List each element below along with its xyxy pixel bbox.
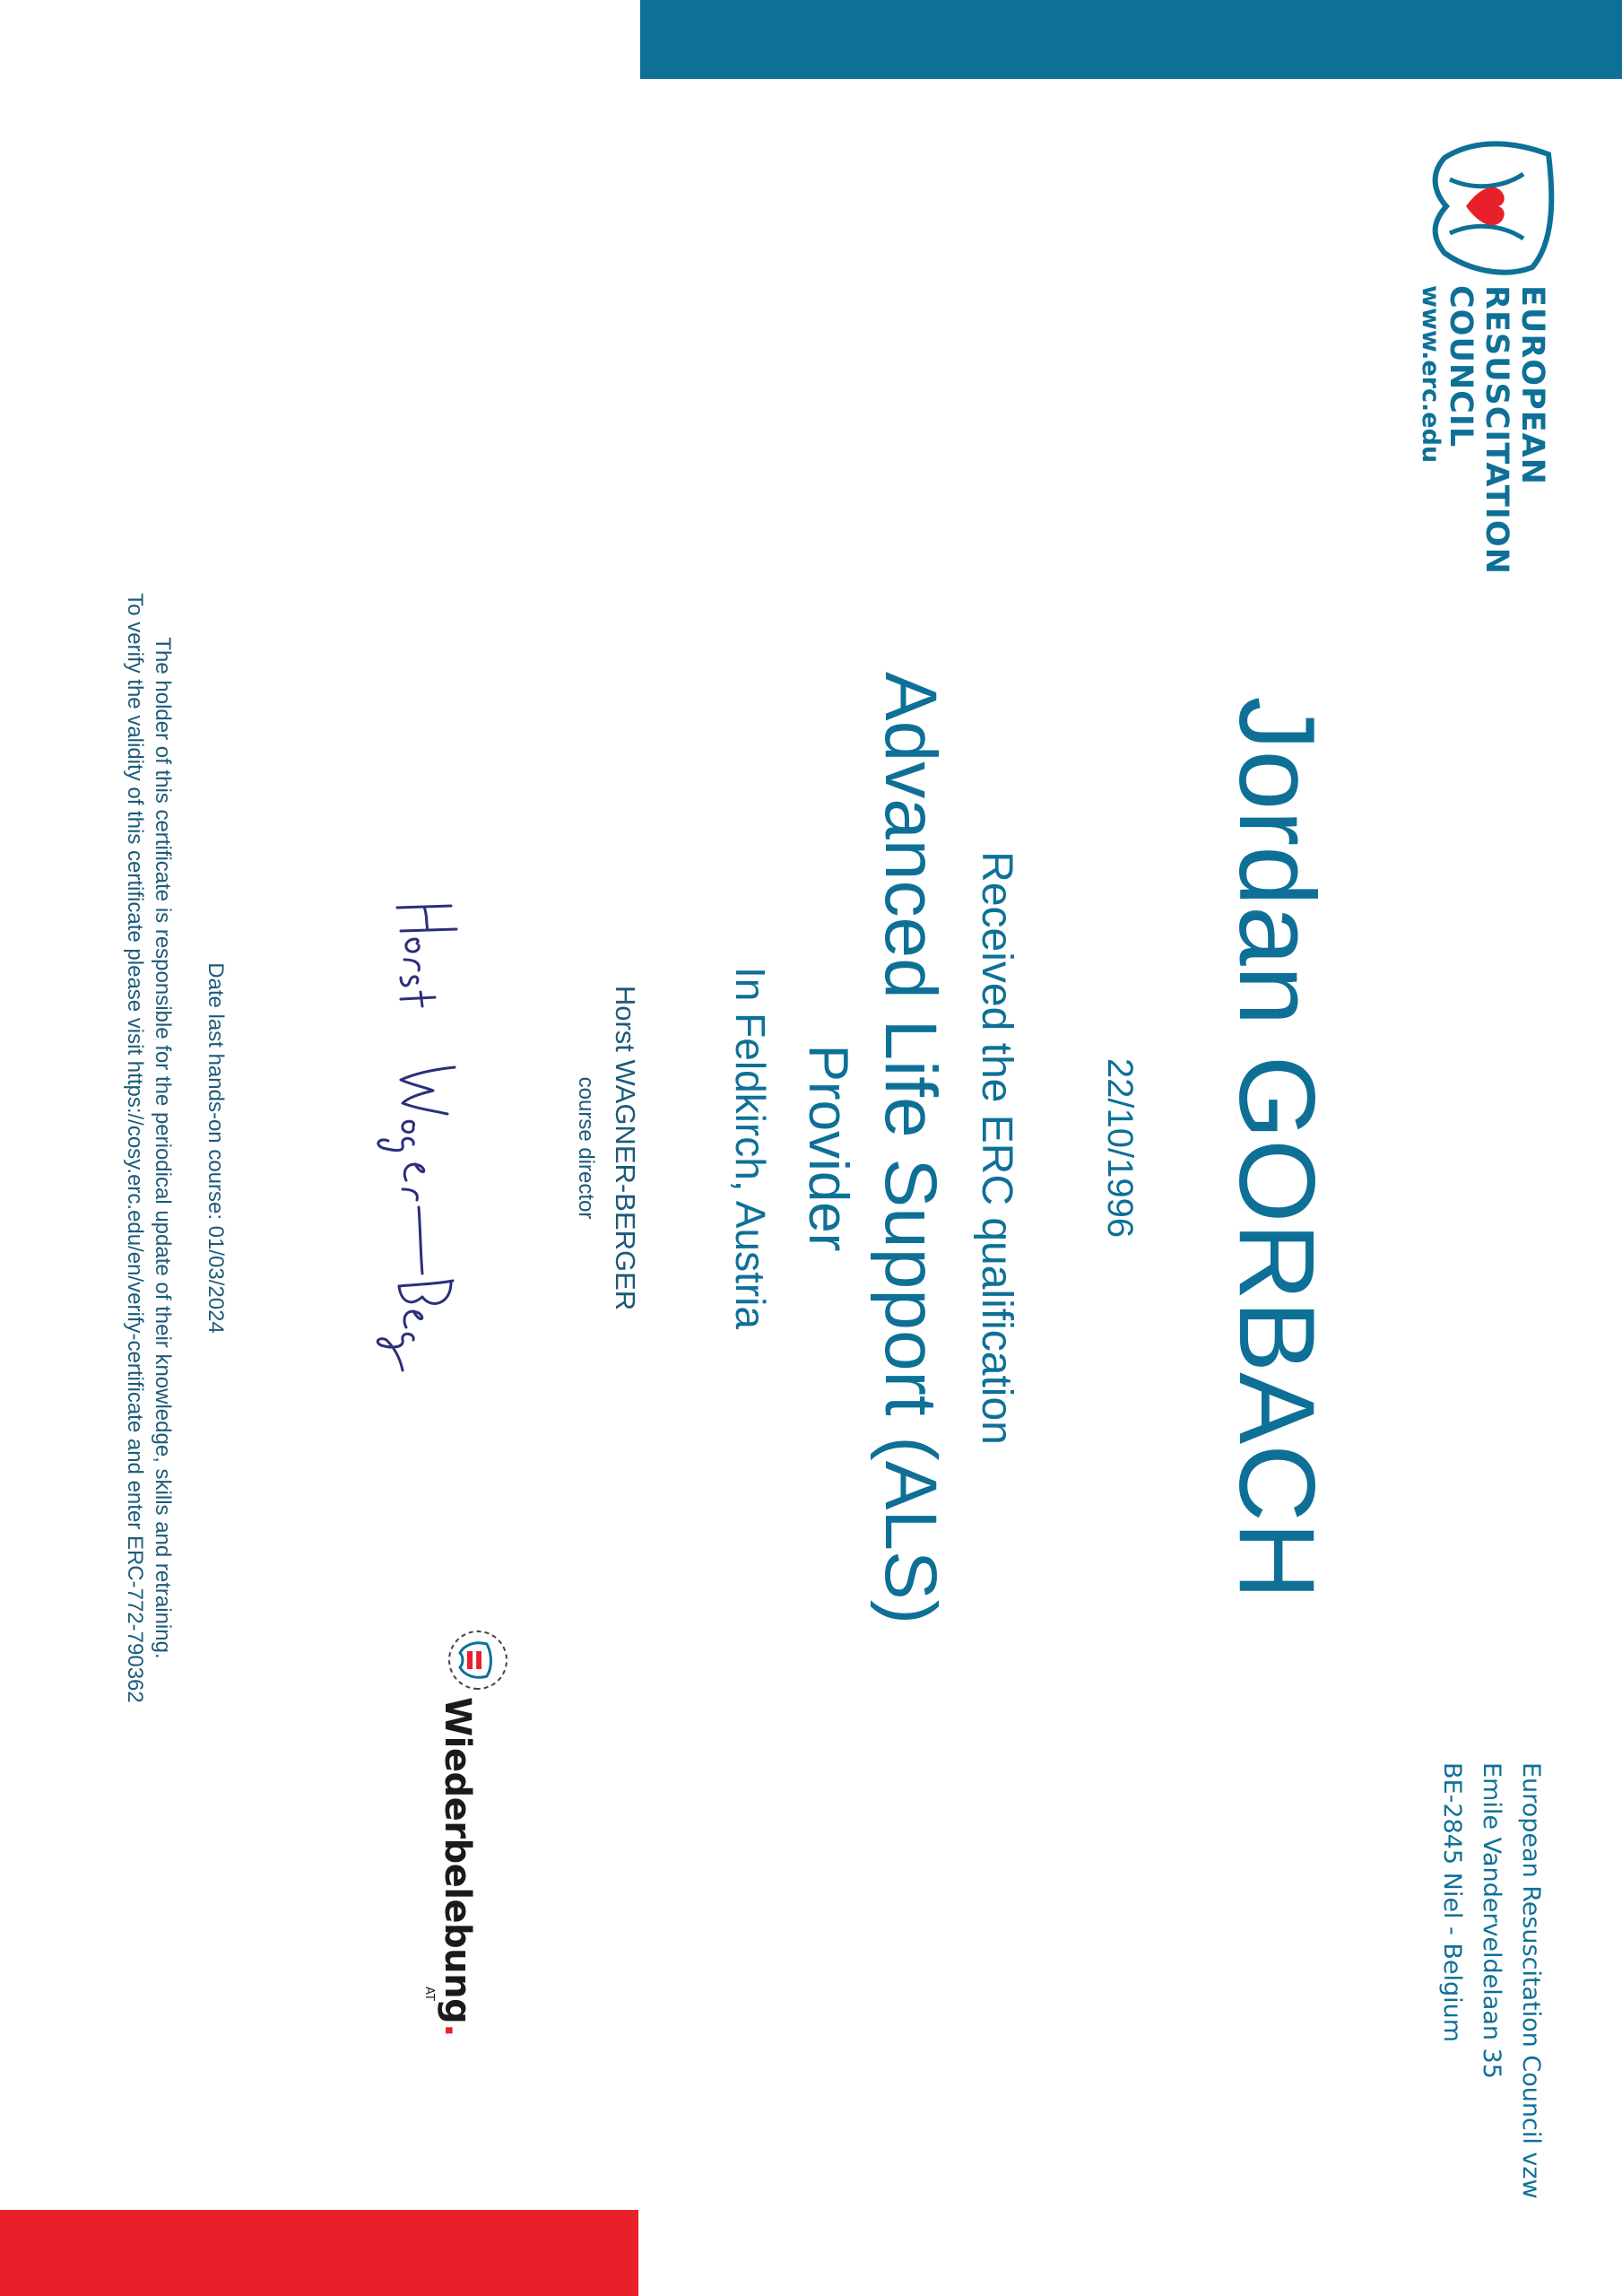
last-course-date: Date last hands-on course: 01/03/2024 (204, 962, 228, 1334)
qualification-level: Provider (797, 1044, 859, 1252)
director-name: Horst WAGNER-BERGER (610, 985, 641, 1311)
partner-brand-suffix: AT (422, 1987, 436, 2001)
received-text: Received the ERC qualification (973, 851, 1020, 1445)
organization-name-line: EUROPEAN (1514, 285, 1550, 485)
address-line: BE-2845 Niel - Belgium (1438, 1762, 1466, 2043)
partner-brand-dot: . (437, 2023, 478, 2037)
footer-notice (121, 0, 177, 2296)
holder-name: Jordan GORBACH (1217, 696, 1337, 1600)
director-role: course director (574, 1076, 598, 1220)
organization-name (1443, 285, 1550, 575)
partner-brand (437, 1697, 478, 2037)
course-location: In Feldkirch, Austria (727, 967, 774, 1329)
footer-line[interactable]: To verify the validity of this certificate please visit https://cosy.erc.edu/en/verify-certificate and enter ERC-772-790362 (123, 593, 147, 1703)
organization-name-line: RESUSCITATION (1479, 285, 1514, 575)
organization-name-line: COUNCIL (1443, 285, 1479, 448)
partner-brand-main: Wiederbelebung (437, 1697, 478, 2024)
director-signature (370, 897, 487, 1372)
footer-line: The holder of this certificate is responsible for the periodical update of their knowledge, skills and retraining. (151, 637, 175, 1659)
address-line: European Resuscitation Council vzw (1517, 1762, 1545, 2199)
qualification-title: Advanced Life Support (ALS) (870, 671, 951, 1625)
organization-address (1432, 1762, 1550, 2199)
wiederbelebung-logo-icon (446, 1628, 510, 1692)
date-of-birth: 22/10/1996 (1100, 1057, 1140, 1239)
address-line: Emile Vanderveldelaan 35 (1478, 1762, 1505, 2079)
erc-logo-icon (1427, 135, 1559, 278)
organization-url[interactable]: www.erc.edu (1417, 285, 1444, 464)
